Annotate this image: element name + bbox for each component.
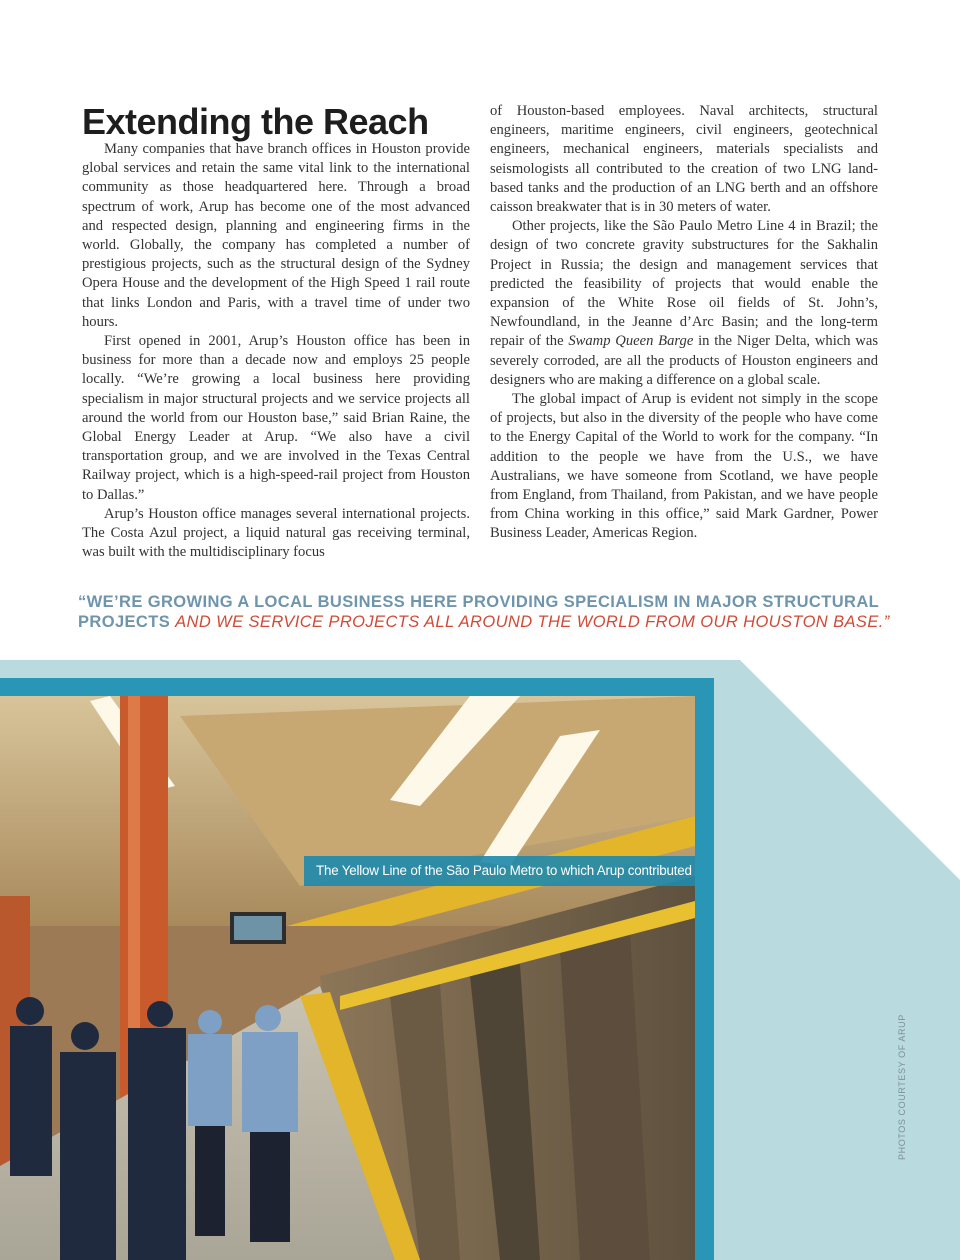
pull-quote-strong: “WE’RE GROWING A LOCAL BUSINESS HERE PROVIDING SPECIALISM IN MAJOR STRUCTURAL PROJECTS	[78, 593, 879, 631]
article-left-column	[82, 140, 470, 562]
body-paragraph: The global impact of Arup is evident not simply in the scope of projects, but also in the diversity of the people who have come to the Energy Capital of the World to work for the company. “In addition to the people we have from the U.S., we have Australians, we have someone from Scotland, we have people from England, from Thailand, from Pakistan, and we have people from China working in this office,” said Mark Gardner, Power Business Leader, Americas Region.	[490, 391, 878, 542]
body-paragraph: First opened in 2001, Arup’s Houston office has been in business for more than a decade now and employs 25 people locally. “We’re growing a local business here providing specialism in major structural projects and we service projects all around the world from our Houston base,” said Brian Raine, the Global Energy Leader at Arup. “We also have a civil transportation group, and we are involved in the Texas Central Railway project, which is a high-speed-rail project from Houston to Dallas.”	[82, 333, 470, 503]
body-text: Other projects, like the São Paulo Metro Line 4 in Brazil; the design of two concrete gravity substructures for the Sakhalin Project in Russia; the design and management services that predicted the feasibility of projects that would enable the expansion of the White Rose oil fields of St. John’s, Newfoundland, in the Jeanne d’Arc Basin; and the long-term repair of the	[490, 218, 878, 350]
body-paragraph: of Houston-based employees. Naval architects, structural engineers, maritime engineers, civil engineers, geotechnical engineers, mechanical engineers, materials specialists and seismologists all contributed to the creation of two LNG land-based tanks and the production of an LNG berth and an offshore caisson breakwater that is in 30 meters of water.	[490, 103, 878, 216]
article-right-column	[490, 102, 878, 544]
body-paragraph: Arup’s Houston office manages several international projects. The Costa Azul project, a liquid natural gas receiving terminal, was built with the multidisciplinary focus	[82, 505, 470, 561]
pull-quote-emphasis: AND WE SERVICE PROJECTS ALL AROUND THE WORLD FROM OUR HOUSTON BASE.”	[175, 613, 890, 631]
pull-quote	[78, 592, 908, 632]
body-text: in the Niger Delta, which was severely corroded, are all the products of Houston engineers and designers who are making a difference on a global scale.	[490, 333, 878, 388]
photo-caption: The Yellow Line of the São Paulo Metro to which Arup contributed	[304, 856, 695, 886]
photo-credit: PHOTOS COURTESY OF ARUP	[897, 1014, 907, 1160]
vessel-name: Swamp Queen Barge	[568, 333, 694, 350]
body-paragraph	[490, 217, 878, 390]
metro-station-photo	[0, 696, 695, 1260]
body-paragraph: Many companies that have branch offices in Houston provide global services and retain the same vital link to the international community as those headquartered here. Through a broad spectrum of work, Arup has become one of the most advanced and respected design, planning and engineering firms in the world. Globally, the company has completed a number of prestigious projects, such as the structural design of the Sydney Opera House and the development of the High Speed 1 rail route that links London and Paris, with a travel time of under two hours.	[82, 141, 470, 330]
article-title: Extending the Reach	[82, 101, 429, 142]
